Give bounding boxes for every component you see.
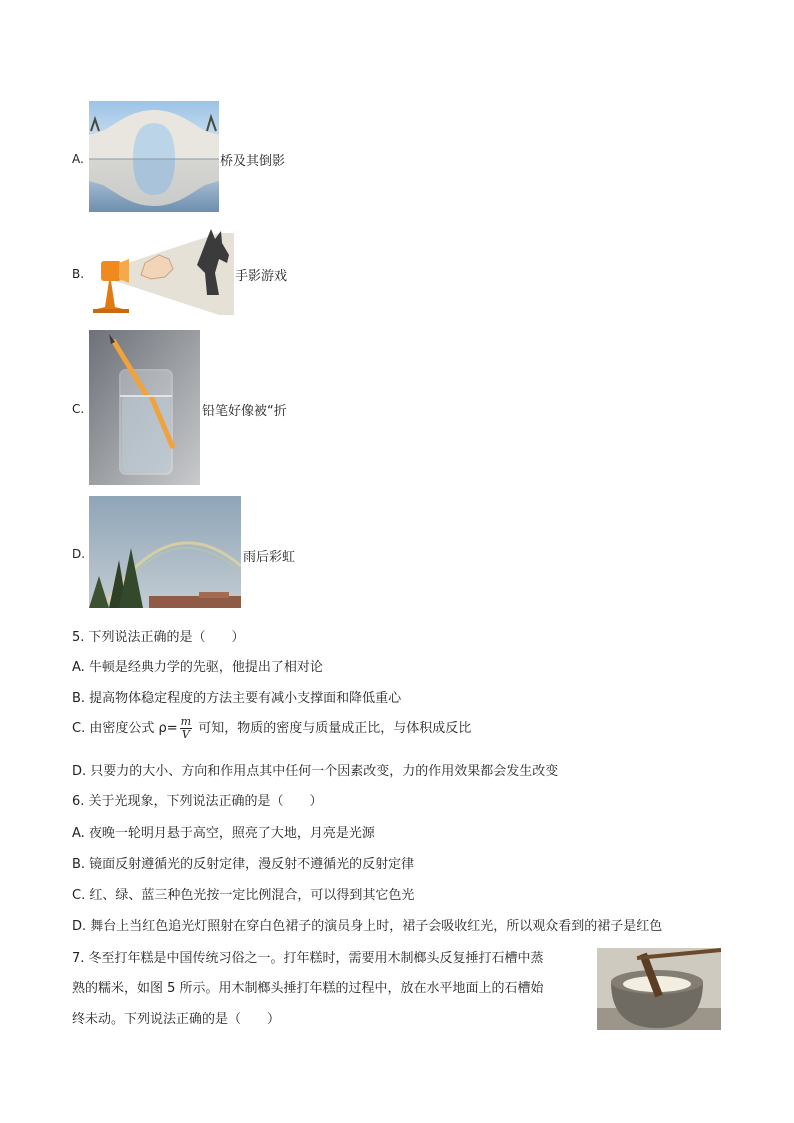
q5-option-b: B. 提高物体稳定程度的方法主要有减小支撑面和降低重心 <box>72 691 402 706</box>
option-d-caption: 雨后彩虹 <box>243 550 296 565</box>
option-a-letter: A. <box>72 152 84 166</box>
hand-shadow-image <box>89 225 234 318</box>
q5-option-a: A. 牛顿是经典力学的先驱，他提出了相对论 <box>72 660 323 675</box>
q5-option-c-prefix: C. 由密度公式 ρ= <box>72 721 178 736</box>
q6-stem: 6. 关于光现象，下列说法正确的是（ ） <box>72 794 323 809</box>
q5-stem: 5. 下列说法正确的是（ ） <box>72 630 245 645</box>
q7-line-3: 终未动。下列说法正确的是（ ） <box>72 1012 281 1027</box>
fraction-numerator: m <box>180 715 192 728</box>
option-b-letter: B. <box>72 267 85 281</box>
option-b-caption: 手影游戏 <box>235 269 288 284</box>
density-fraction <box>180 716 192 741</box>
q6-option-a: A. 夜晚一轮明月悬于高空，照亮了大地，月亮是光源 <box>72 826 375 841</box>
option-d-letter: D. <box>72 547 86 561</box>
option-a-caption: 桥及其倒影 <box>220 154 286 169</box>
q5-option-d: D. 只要力的大小、方向和作用点其中任何一个因素改变，力的作用效果都会发生改变 <box>72 764 559 779</box>
pencil-in-water-image <box>89 330 200 485</box>
rice-cake-pounding-image <box>597 948 721 1030</box>
q6-option-d: D. 舞台上当红色追光灯照射在穿白色裙子的演员身上时，裙子会吸收红光，所以观众看到的裙子是红色 <box>72 919 663 934</box>
q6-option-b: B. 镜面反射遵循光的反射定律，漫反射不遵循光的反射定律 <box>72 857 415 872</box>
rainbow-image <box>89 496 241 608</box>
q7-line-2: 熟的糯米，如图 5 所示。用木制榔头捶打年糕的过程中，放在水平地面上的石槽始 <box>72 981 544 996</box>
q6-option-c: C. 红、绿、蓝三种色光按一定比例混合，可以得到其它色光 <box>72 888 415 903</box>
option-c-letter: C. <box>72 402 85 416</box>
q5-option-c-suffix: 可知，物质的密度与质量成正比，与体积成反比 <box>194 721 472 736</box>
option-c-caption: 铅笔好像被“折 <box>202 404 287 419</box>
q7-line-1: 7. 冬至打年糕是中国传统习俗之一。打年糕时，需要用木制榔头反复捶打石槽中蒸 <box>72 951 544 966</box>
bridge-reflection-image <box>89 101 219 212</box>
q5-option-c <box>72 716 471 741</box>
fraction-denominator: V <box>181 728 190 741</box>
